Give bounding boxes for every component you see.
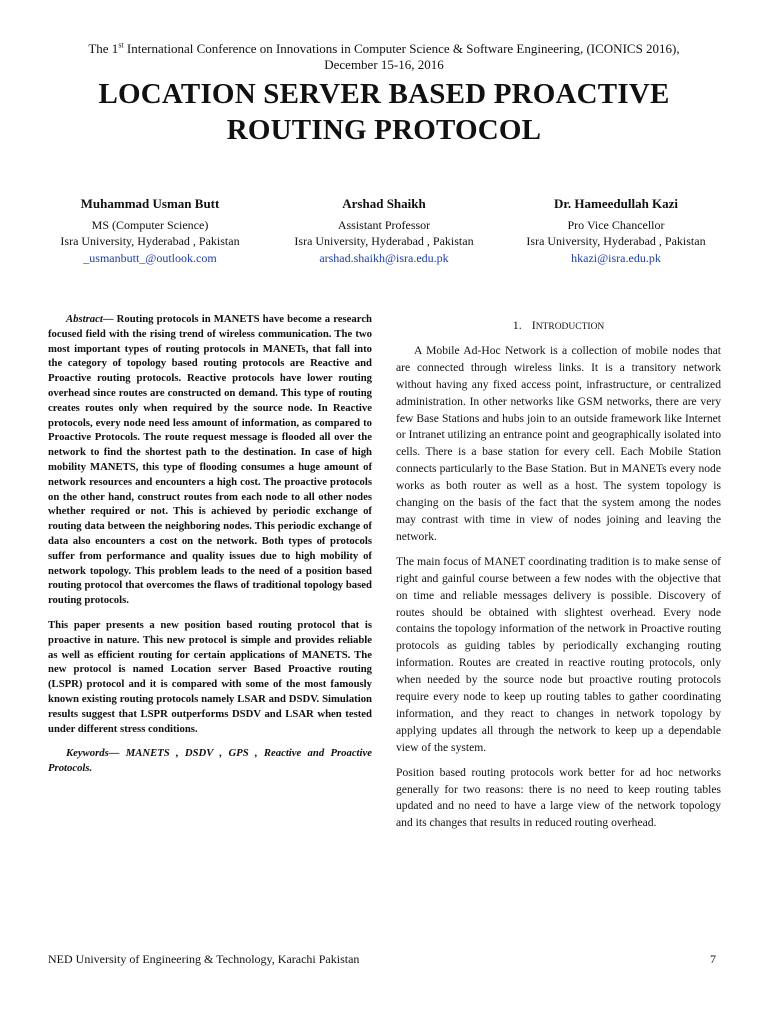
author-role: MS (Computer Science) — [91, 217, 209, 232]
section-heading-introduction: 1. INTRODUCTION — [512, 318, 605, 332]
author-email[interactable]: arshad.shaikh@isra.edu.pk — [319, 250, 449, 265]
author-block — [264, 196, 504, 266]
abstract-column — [48, 312, 372, 786]
page-footer — [48, 952, 716, 966]
author-affiliation: Isra University, Hyderabad , Pakistan — [294, 234, 474, 248]
body-paragraph: A Mobile Ad-Hoc Network is a collection of mobile nodes that are connected through wireless links. It is a transitory network without having any fixed access point, infrastructure, or centralized administration. In other networks like GSM networks, there are very few Base Stations and hubs join to an outside framework like Internet or Intranet utilizing an entrance point and geographically isolated into cells. There is a base station for every cell. Each Mobile Station connects particularly to the Base Station. But in MANETs every node works as both router as well as a host. The system topology is changing on the basis of the fact that the system among the nodes may contrast with time in view of nodes joining and leaving the network. — [396, 343, 721, 543]
abstract-label: Abstract — [66, 313, 103, 325]
author-affiliation: Isra University, Hyderabad , Pakistan — [60, 234, 240, 248]
paper-title: LOCATION SERVER BASED PROACTIVE ROUTING PROTOCOL — [98, 78, 670, 146]
abstract-paragraph-2: This paper presents a new position based routing protocol that is proactive in nature. This new protocol is simple and provides reliable as well as efficient routing for certain applications of MANETS. The new protocol is named Location server Based Proactive routing (LSPR) protocol and it is compared with some of the most famously known existing routing protocols namely LSAR and DSDV. Simulation results suggest that LSPR outperforms DSDV and LSAR when tested under different stress conditions. — [48, 618, 372, 735]
author-name: Arshad Shaikh — [342, 196, 426, 211]
conference-line-2: December 15-16, 2016 — [324, 57, 444, 72]
author-email[interactable]: hkazi@isra.edu.pk — [571, 250, 661, 265]
author-role: Pro Vice Chancellor — [567, 217, 665, 232]
author-block — [30, 196, 270, 266]
abstract-paragraph: Abstract— Routing protocols in MANETS have become a research focused field with the rising trend of wireless communication. The two most important types of routing protocols in MANETs, that fall into the category of topology based routing protocols are Reactive and Proactive routing protocols. Reactive protocols have lower routing overhead since routes are constructed on demand. This type of routing creates routes only when required by the source node. In Reactive protocols, every node need less amount of information, as compared to Proactive Protocols. The route request message is flooded all over the network to find the shortest path to the destination. In case of high mobility MANETS, this type of flooding consumes a huge amount of network resources and encounters a high cost. The proactive protocols on the other hand, construct routes from each node to all other nodes whether required or not. This is achieved by periodic exchange of routing data between the neighboring nodes. This periodic exchange of data also encounters a cost on the network. Both types of protocols suffer from performance and quality issues due to high mobility of network topology. This problem leads to the need of a position based routing protocol that overcomes the flaws of traditional topology based routing protocols. — [48, 313, 373, 607]
conference-header — [40, 41, 728, 73]
page-number: 7 — [710, 952, 716, 966]
author-name: Muhammad Usman Butt — [80, 196, 220, 211]
author-block — [496, 196, 736, 266]
body-paragraph: Position based routing protocols work better for ad hoc networks generally for two reasons: there is no need to keep routing tables updated and no need to have a large view of the network topology and its changes that results in reduced routing overhead. — [396, 765, 721, 830]
author-role: Assistant Professor — [337, 217, 431, 232]
author-affiliation: Isra University, Hyderabad , Pakistan — [526, 234, 706, 248]
footer-institution: NED University of Engineering & Technology, Karachi Pakistan — [48, 952, 360, 966]
introduction-column — [396, 317, 721, 840]
conference-line-1: The 1st International Conference on Innovations in Computer Science & Software Engineering, (ICONICS 2016), — [88, 40, 680, 56]
body-paragraph: The main focus of MANET coordinating tradition is to make sense of right and gainful course between a few nodes with the objective that on time and reliable messages delivery is possible. Discovery of routes should be obtained with slightest overhead. Every node contains the topology information of the network in Proactive routing protocols as guiding tables by periodically exchanging routing information. Routes are created in reactive routing protocols, only when needed by the source node but proactive routing protocols require every node to keep up routing tables to gather coordinating information, and they react to changes in network topology by applying updates all through the network to keep up a dependable view of the system. — [396, 554, 721, 754]
author-email[interactable]: _usmanbutt_@outlook.com — [83, 250, 217, 265]
keywords: Keywords— MANETS , DSDV , GPS , Reactive and Proactive Protocols. — [48, 747, 372, 775]
author-name: Dr. Hameedullah Kazi — [553, 196, 679, 211]
